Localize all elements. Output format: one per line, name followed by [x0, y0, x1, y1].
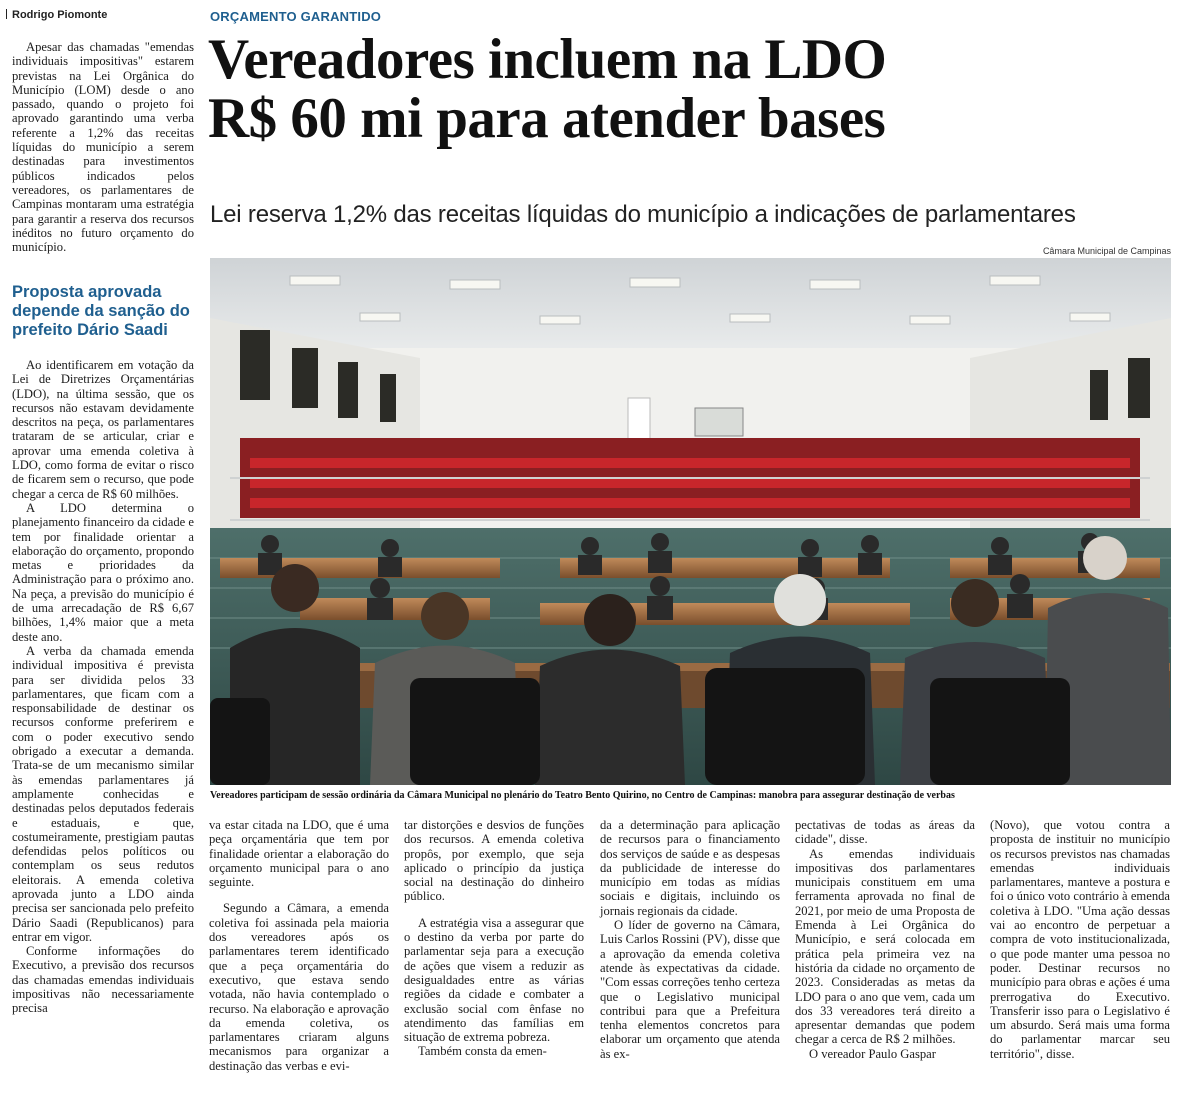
- photo-caption: Vereadores participam de sessão ordinária da Câmara Municipal no plenário do Teatro Bento Quirino, no Centro de Campinas: manobra para assegurar destinação de verbas: [210, 790, 955, 801]
- paragraph: O líder de governo na Câmara, Luis Carlos Rossini (PV), disse que a aprovação da emenda coletiva atende às expectativas da cidade. "Com essas correções tenho certeza que o Legislativo municipal contribui para que a Prefeitura tenha elementos concretos para elaborar um orçamento que atenda às ex-: [600, 918, 780, 1061]
- paragraph: Ao identificarem em votação da Lei de Diretrizes Orçamentárias (LDO), na última sessão, que os recursos não estavam devidamente descritos na peça, os parlamentares trataram de se articular, criar e aprovar uma emenda coletiva à LDO, como forma de evitar o risco de ficarem sem o recurso, que pode chegar a cerca de R$ 60 milhões.: [12, 358, 194, 501]
- headline: [208, 30, 1168, 148]
- column-3: [404, 818, 584, 1059]
- session-photo: [210, 258, 1171, 785]
- headline-line-1: Vereadores incluem na LDO: [208, 28, 887, 91]
- paragraph: A estratégia visa a assegurar que o destino da verba por parte do parlamentar seja para a execução de ações que visem a reduzir as desigualdades entre as várias regiões da cidade e combater a exclusão social com ênfase no atendimento das famílias em situação de extrema pobreza.: [404, 915, 584, 1045]
- paragraph: pectativas de todas as áreas da cidade", disse.: [795, 818, 975, 847]
- paragraph: (Novo), que votou contra a proposta de instituir no município os recursos previstos nas chamadas emendas individuais parlamentares, manteve a postura e foi o único voto contrário à emenda coletiva à LDO. "Uma ação dessas vai ao encontro de perpetuar a compra de voto institucionalizada, o que pode manter uma pessoa no poder. Destinar recursos no município para obras e ações é uma prerrogativa do Executivo. Transferir isso para o Legislativo é um absurdo. Será mais uma forma do parlamentar marcar seu território", disse.: [990, 818, 1170, 1061]
- paragraph: A verba da chamada emenda individual impositiva é prevista para ser dividida pelos 33 parlamentares, que ficam com a responsabilidade de destinar os recursos conforme preferirem e com o poder executivo sendo obrigado a executar a demanda. Trata-se de um mecanismo similar às emendas parlamentares já amplamente conhecidas e destinadas pelos deputados federais e estaduais, e que, costumeiramente, prestigiam pautas defendidas pelos políticos ou contemplam os seus redutos eleitorais. A emenda coletiva aprovada junto a LDO ainda precisa ser sancionada pelo prefeito Dário Saadi (Republicanos) para entrar em vigor.: [12, 643, 194, 944]
- headline-line-2: R$ 60 mi para atender bases: [208, 87, 886, 150]
- paragraph: Segundo a Câmara, a emenda coletiva foi assinada pela maioria dos vereadores após os parlamentares terem identificado que a peça orçamentária do executivo, que estava sendo votada, não havia contemplado o recurso. Na elaboração e aprovação da emenda coletiva, os parlamentares criaram alguns mecanismos para organizar a destinação das verbas e evi-: [209, 901, 389, 1073]
- column-4: [600, 818, 780, 1061]
- photo-credit: Câmara Municipal de Campinas: [1042, 246, 1171, 256]
- paragraph: va estar citada na LDO, que é uma peça orçamentária que tem por finalidade orientar a elaboração do orçamento municipal para o ano seguinte.: [209, 818, 389, 890]
- column-1-top: [12, 40, 194, 254]
- column-1-body: [12, 358, 194, 1016]
- paragraph: As emendas individuais impositivas dos parlamentares municipais constituem em uma ferramenta aprovada no final de 2021, por meio de uma Proposta de Emenda à Lei Orgânica do Município, e será colocada em prática pela primeira vez na história da cidade no orçamento de 2023. Consideradas as metas da LDO para o ano que vem, cada um dos 33 vereadores terá direito a apresentar demandas que podem chegar a cerca de R$ 2 milhões.: [795, 846, 975, 1047]
- deck: Lei reserva 1,2% das receitas líquidas do município a indicações de parlamentares: [210, 201, 1076, 228]
- paragraph: O vereador Paulo Gaspar: [809, 1046, 936, 1061]
- paragraph: tar distorções e desvios de funções dos recursos. A emenda coletiva propôs, por exemplo, que seja aplicado o princípio da justiça social na destinação do dinheiro público.: [404, 818, 584, 904]
- subhead: Proposta aprovada depende da sanção do prefeito Dário Saadi: [12, 283, 190, 339]
- paragraph: da a determinação para aplicação de recursos para o financiamento dos serviços de saúde e as despesas da publicidade de interesse do município em todas as mídias sociais e digitais, incluindo os jornais regionais da cidade.: [600, 818, 780, 918]
- column-2: [209, 818, 389, 1073]
- column-6: [990, 818, 1170, 1061]
- byline: Rodrigo Piomonte: [6, 9, 107, 21]
- paragraph: Apesar das chamadas "emendas individuais impositivas" estarem previstas na Lei Orgânica do Município (LOM) desde o ano passado, quando o projeto foi aprovado garantindo uma verba referente a 1,2% das receitas líquidas do município a serem destinadas para investimentos públicos indicados pelos vereadores, os parlamentares de Campinas montaram uma estratégia para garantir a reserva dos recursos inéditos no futuro orçamento do município.: [12, 40, 194, 255]
- paragraph: Conforme informações do Executivo, a previsão dos recursos das chamadas emendas individuais impositivas não necessariamente precisa: [12, 944, 194, 1016]
- paragraph: Também consta da emen-: [418, 1044, 547, 1059]
- kicker: ORÇAMENTO GARANTIDO: [210, 9, 382, 24]
- paragraph: A LDO determina o planejamento financeiro da cidade e tem por finalidade orientar a elaboração do orçamento, propondo metas e prioridades da Administração para o próximo ano. Na peça, a previsão do município é de uma arrecadação de R$ 6,67 bilhões, 1,4% maior que a meta deste ano.: [12, 500, 194, 644]
- column-5: [795, 818, 975, 1061]
